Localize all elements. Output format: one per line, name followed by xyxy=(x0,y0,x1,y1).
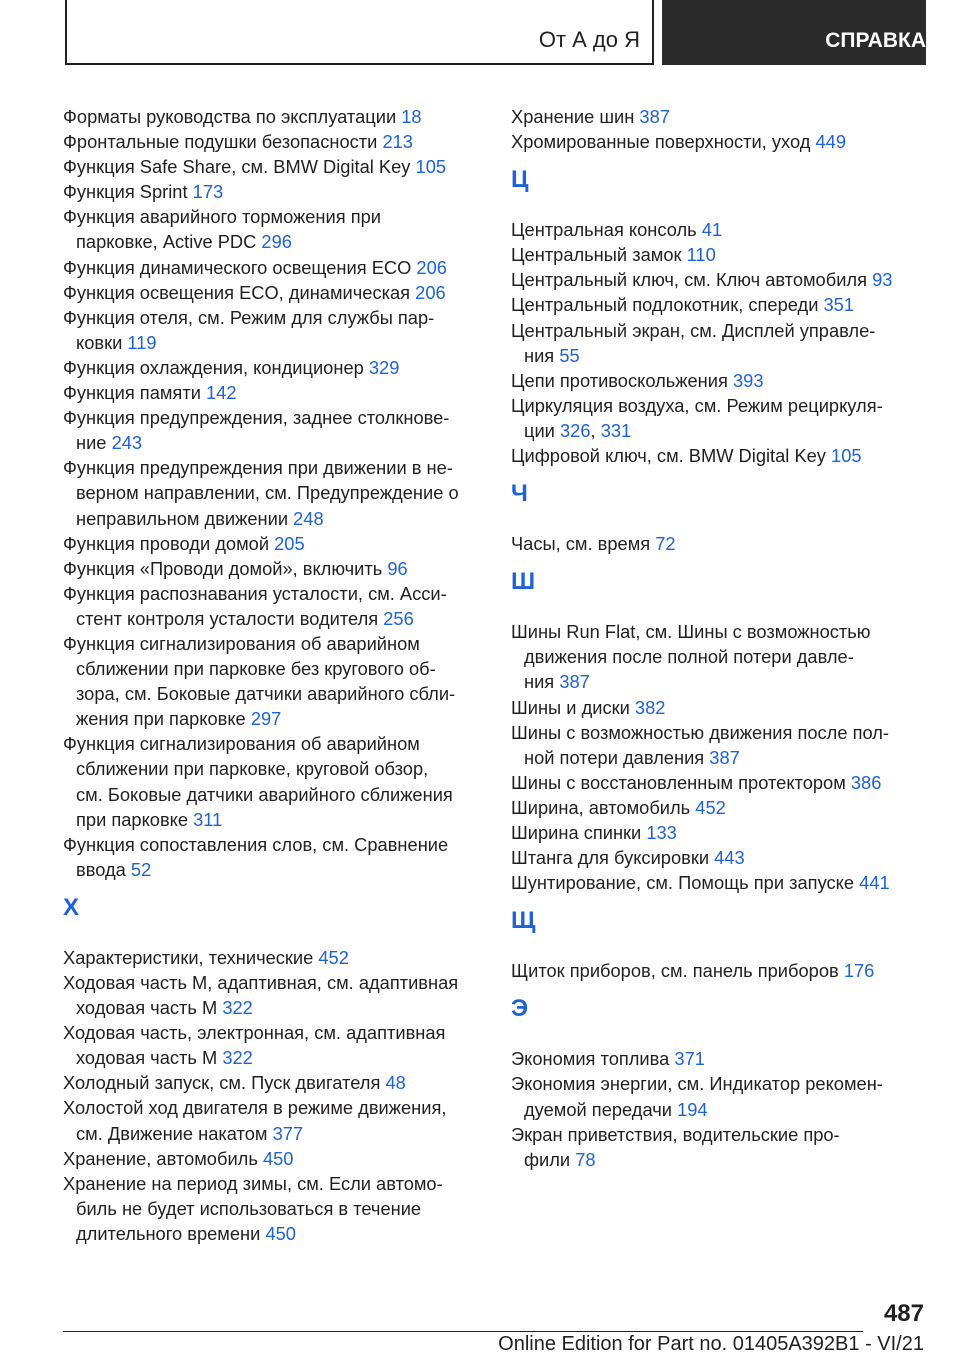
page-number: 487 xyxy=(883,1300,924,1327)
page-reference-link[interactable]: 441 xyxy=(859,872,890,894)
index-entry xyxy=(511,368,915,393)
page-reference-link[interactable]: 48 xyxy=(385,1072,406,1094)
page-reference-link[interactable]: 387 xyxy=(709,746,740,768)
index-entry xyxy=(511,870,915,895)
index-column-left xyxy=(63,104,481,1246)
index-entry xyxy=(63,455,481,530)
index-entry-text: Цифровой ключ, см. BMW Digital Key xyxy=(511,445,826,467)
page-reference-link[interactable]: 119 xyxy=(127,331,157,353)
index-entry-text: ния xyxy=(524,671,555,693)
index-entry-text: ции xyxy=(524,419,555,441)
index-entry-text: ходовая часть M xyxy=(76,997,218,1019)
index-entry xyxy=(63,405,481,455)
index-entry xyxy=(511,619,915,694)
index-entry-text: Центральный подлокотник, спереди xyxy=(511,294,819,316)
index-entry-text: Циркуляция воздуха, см. Режим рециркуля- xyxy=(511,394,883,416)
index-entry xyxy=(511,1122,915,1172)
index-entry-text: Ширина, автомобиль xyxy=(511,796,691,818)
index-entry-text: Функция памяти xyxy=(63,382,201,404)
page-reference-link[interactable]: 452 xyxy=(695,796,726,818)
index-entry-text: Холодный запуск, см. Пуск двигателя xyxy=(63,1072,381,1094)
page-reference-link[interactable]: 322 xyxy=(222,997,253,1019)
page-reference-link[interactable]: 55 xyxy=(559,344,580,366)
index-entry xyxy=(63,970,481,1020)
index-entry: Циркуляция воздуха, см. Режим рециркуля- ции 326, 331 xyxy=(511,394,883,441)
page-reference-link[interactable]: 93 xyxy=(872,269,893,291)
index-entry-text: Экран приветствия, водительские про- xyxy=(511,1123,840,1145)
page-reference-link[interactable]: 371 xyxy=(674,1048,705,1070)
page-reference-link[interactable]: 387 xyxy=(639,106,670,127)
index-entry xyxy=(63,204,481,254)
index-entry-text: Щиток приборов, см. панель приборов xyxy=(511,960,839,982)
page-reference-link[interactable]: 450 xyxy=(262,1147,294,1169)
page-reference-link[interactable]: 205 xyxy=(274,532,305,554)
index-entry-text: неправильном движении xyxy=(76,507,289,529)
index-entry-text: биль не будет использоваться в течение xyxy=(76,1197,422,1219)
page-reference-link[interactable]: 110 xyxy=(686,244,716,266)
index-entry-text: ковки xyxy=(76,331,123,353)
index-entry-text: при парковке xyxy=(76,808,189,830)
index-entry-text: Функция охлаждения, кондиционер xyxy=(63,356,364,378)
index-entry xyxy=(63,1020,481,1070)
index-entry-text: Часы, см. время xyxy=(511,533,651,555)
index-entry xyxy=(511,217,915,242)
page-reference-link[interactable]: 248 xyxy=(293,507,324,529)
page-reference-link[interactable]: 142 xyxy=(206,382,237,404)
page-reference-link[interactable]: 382 xyxy=(634,696,666,718)
index-entry-text: Хранение, автомобиль xyxy=(63,1147,258,1169)
index-entry xyxy=(63,305,481,355)
index-entry-text: Функция динамического освещения ECO xyxy=(63,256,412,278)
index-entry xyxy=(511,318,915,368)
index-entry-text: Штанга для буксировки xyxy=(511,847,710,869)
index-entry-text: Экономия энергии, см. Индикатор рекомен- xyxy=(511,1073,883,1095)
index-entry xyxy=(511,443,915,468)
index-entry-text: Функция Safe Share, см. BMW Digital Key xyxy=(63,156,411,178)
index-entry-text: см. Движение накатом xyxy=(76,1122,268,1144)
index-entry-text: Функция сигнализирования об аварийном xyxy=(63,632,420,654)
page-reference-link[interactable]: 52 xyxy=(130,858,152,880)
page-reference-link[interactable]: 78 xyxy=(575,1148,596,1170)
index-entry xyxy=(63,104,481,129)
page-reference-link[interactable]: 322 xyxy=(222,1047,253,1069)
index-entry-text: Шины и диски xyxy=(511,696,630,718)
page-reference-link[interactable]: 296 xyxy=(261,231,292,253)
page-reference-link[interactable]: 450 xyxy=(265,1222,296,1244)
index-entry xyxy=(63,154,481,179)
index-entry-text: ние xyxy=(76,432,107,454)
index-entry-text: Центральный замок xyxy=(511,244,682,266)
page-reference-link[interactable]: 449 xyxy=(815,131,846,153)
index-entry-text: Функция освещения ECO, динамическая xyxy=(63,281,411,303)
index-entry-text: Центральный экран, см. Дисплей управле- xyxy=(511,319,876,341)
index-entry xyxy=(63,531,481,556)
index-entry-text: сближении при парковке, круговой обзор, xyxy=(76,758,429,780)
index-entry xyxy=(511,104,915,129)
index-letter-heading: Щ xyxy=(511,907,536,935)
page-reference-link[interactable]: 105 xyxy=(831,445,862,467)
index-entry-text: сближении при парковке без кругового об- xyxy=(76,658,436,680)
index-entry-text: стент контроля усталости водителя xyxy=(76,607,379,629)
index-entry-text: ния xyxy=(524,344,555,366)
index-entry-text: Центральная консоль xyxy=(511,219,697,241)
section-tab[interactable] xyxy=(65,0,654,65)
index-entry xyxy=(511,695,915,720)
index-entry xyxy=(63,1070,481,1095)
index-entry xyxy=(511,795,915,820)
index-entry-text: ной потери давления xyxy=(524,746,705,768)
index-entry xyxy=(511,267,915,292)
page-reference-link[interactable]: 326 xyxy=(560,419,591,441)
index-entry-text: Хромированные поверхности, уход xyxy=(511,131,811,153)
index-entry xyxy=(511,845,915,870)
index-entry xyxy=(63,1095,481,1145)
index-entry-text: верном направлении, см. Предупреждение о xyxy=(76,482,459,504)
index-entry-text: Хранение шин xyxy=(511,106,635,127)
index-entry-text: Функция сопоставления слов, см. Сравнение xyxy=(63,833,449,855)
index-entry xyxy=(511,820,915,845)
index-entry xyxy=(511,292,915,317)
index-entry xyxy=(63,945,481,970)
page-reference-link[interactable]: 443 xyxy=(714,847,745,869)
index-entry-text: жения при парковке xyxy=(76,708,246,730)
index-entry-text: парковке, Active PDC xyxy=(76,231,257,253)
index-entry xyxy=(63,255,481,280)
index-entry-text: Функция предупреждения, заднее столкнове- xyxy=(63,407,450,429)
index-entry-text: Функция «Проводи домой», включить xyxy=(63,557,383,579)
index-entry xyxy=(511,531,915,556)
page-reference-link[interactable]: 386 xyxy=(850,771,882,793)
index-entry-text: Ходовая часть M, адаптивная, см. адаптивная xyxy=(63,972,459,993)
page-reference-link[interactable]: 393 xyxy=(732,369,764,391)
index-entry-text: длительного времени xyxy=(76,1222,261,1244)
index-entry-text: движения после полной потери давле- xyxy=(524,646,854,668)
index-entry xyxy=(63,355,481,380)
index-entry-text: Шунтирование, см. Помощь при запуске xyxy=(511,872,855,894)
index-entry xyxy=(511,770,915,795)
index-letter-heading: Х xyxy=(63,893,80,921)
index-entry xyxy=(511,958,915,983)
index-entry-text: Экономия топлива xyxy=(511,1048,670,1070)
page-reference-link[interactable]: 351 xyxy=(823,294,855,316)
page-reference-link[interactable]: 206 xyxy=(416,256,447,278)
page-reference-link[interactable]: 96 xyxy=(387,557,408,579)
page-reference-link[interactable]: 206 xyxy=(415,281,446,303)
index-entry-text: дуемой передачи xyxy=(524,1098,672,1120)
page-reference-link[interactable]: 176 xyxy=(843,960,875,982)
index-entry-text: Фронтальные подушки безопасности xyxy=(63,131,378,153)
index-entry-text: Шины Run Flat, см. Шины с возможностью xyxy=(511,621,871,643)
index-entry xyxy=(511,242,915,267)
index-entry xyxy=(63,1146,481,1171)
page-reference-link[interactable]: 18 xyxy=(401,106,422,127)
index-entry xyxy=(63,129,481,154)
index-entry-text: Ходовая часть, электронная, см. адаптивная xyxy=(63,1022,446,1044)
section-title: От А до Я xyxy=(538,27,640,52)
page-reference-link[interactable]: 133 xyxy=(646,821,677,843)
page-reference-link[interactable]: 452 xyxy=(318,946,349,968)
page-reference-link[interactable]: 297 xyxy=(250,708,282,730)
index-entry xyxy=(63,179,481,204)
index-entry xyxy=(63,631,481,731)
index-entry-text: Функция аварийного торможения при xyxy=(63,206,381,228)
index-entry-text: Функция сигнализирования об аварийном xyxy=(63,733,420,755)
index-entry-text: Форматы руководства по эксплуатации xyxy=(63,106,397,127)
page-reference-link[interactable]: 377 xyxy=(272,1122,304,1144)
index-entry xyxy=(63,380,481,405)
page-reference-link[interactable]: 331 xyxy=(600,419,632,441)
index-letter-heading: Ц xyxy=(511,166,529,194)
page-reference-link[interactable]: 41 xyxy=(701,219,723,241)
index-entry-text: Хранение на период зимы, см. Если автомо- xyxy=(63,1172,443,1194)
index-entry-text: ходовая часть M xyxy=(76,1047,218,1069)
index-column-right xyxy=(511,104,915,1172)
edition-info: Online Edition for Part no. 01405A392B1 - VI/21 xyxy=(498,1333,924,1355)
index-entry xyxy=(63,581,481,631)
index-entry-text: Функция распознавания усталости, см. Асси- xyxy=(63,582,447,604)
index-entry xyxy=(511,1071,915,1121)
index-letter-heading: Э xyxy=(511,995,529,1023)
index-entry-text: ввода xyxy=(76,858,126,880)
index-entry xyxy=(63,832,481,882)
index-entry-text: Шины с возможностью движения после пол- xyxy=(511,721,890,743)
page-reference-link[interactable]: 105 xyxy=(415,156,447,178)
index-entry xyxy=(511,1046,915,1071)
index-letter-heading: Ч xyxy=(511,480,528,508)
index-letter-heading: Ш xyxy=(511,568,536,596)
page-reference-link[interactable]: 387 xyxy=(559,671,590,693)
chapter-tab[interactable] xyxy=(662,0,926,65)
index-entry-text: фили xyxy=(524,1148,571,1170)
index-entry-text: см. Боковые датчики аварийного сближения xyxy=(76,783,453,805)
chapter-title-text: СПРАВКА xyxy=(825,29,926,52)
index-entry-text: Шины с восстановленным протектором xyxy=(511,771,846,793)
page-reference-link[interactable]: 329 xyxy=(368,356,400,378)
page-reference-link[interactable]: 194 xyxy=(677,1098,708,1120)
index-entry xyxy=(63,280,481,305)
chapter-title xyxy=(662,28,926,54)
index-entry xyxy=(63,556,481,581)
page-reference-link[interactable]: 72 xyxy=(655,533,676,555)
page-header xyxy=(65,0,926,65)
page-reference-link[interactable]: 256 xyxy=(383,607,414,629)
index-entry-text: Функция отеля, см. Режим для службы пар- xyxy=(63,306,435,328)
index-entry-text: Центральный ключ, см. Ключ автомобиля xyxy=(511,269,867,291)
index-entry-text: Функция предупреждения при движении в не- xyxy=(63,457,453,479)
page-reference-link[interactable]: 173 xyxy=(192,181,224,203)
index-entry xyxy=(63,1171,481,1246)
index-entry xyxy=(511,129,915,154)
index-entry xyxy=(63,731,481,831)
index-entry-text: Функция Sprint xyxy=(63,181,188,203)
index-entry-text: Характеристики, технические xyxy=(63,946,314,968)
index-entry-text: зора, см. Боковые датчики аварийного сбли- xyxy=(76,683,456,705)
index-entry xyxy=(511,720,915,770)
page-reference-link[interactable]: 311 xyxy=(193,808,223,830)
index-entry-text: Цепи противоскольжения xyxy=(511,369,728,391)
page-reference-link[interactable]: 243 xyxy=(111,432,143,454)
index-entry-text: Функция проводи домой xyxy=(63,532,270,554)
index-entry-text: Ширина спинки xyxy=(511,821,642,843)
index-entry-text: Холостой ход двигателя в режиме движения, xyxy=(63,1097,447,1119)
page-reference-link[interactable]: 213 xyxy=(382,131,413,153)
